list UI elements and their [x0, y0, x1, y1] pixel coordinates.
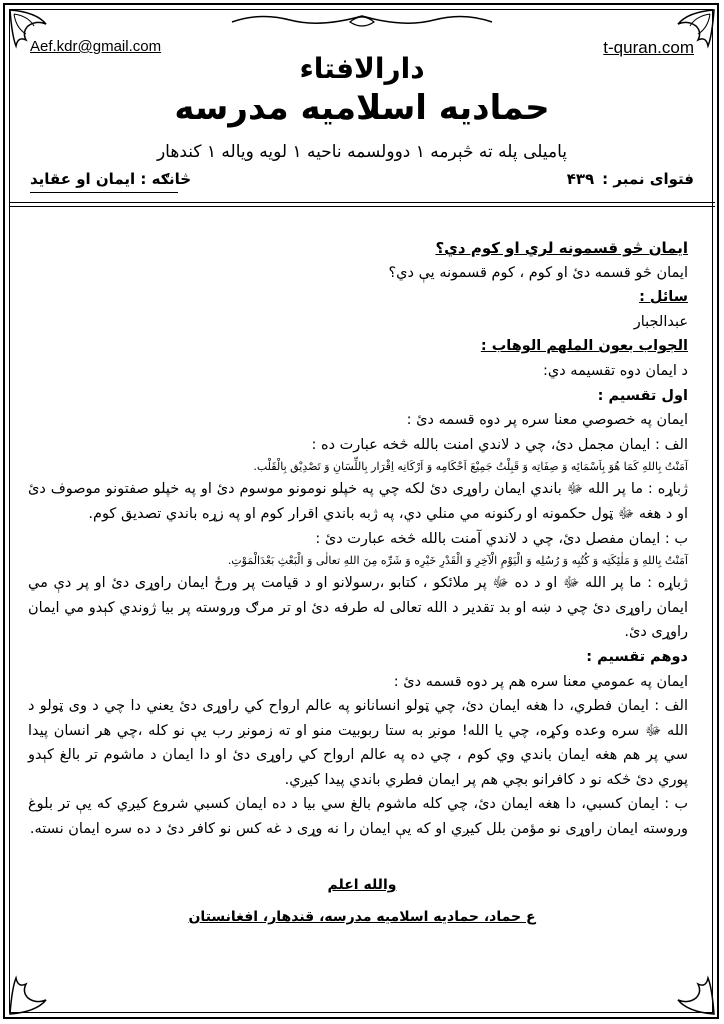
category	[30, 170, 191, 188]
answer-paragraph: الف : ایمان مجمل دئ، چي د لاندي امنت بالله څخه عبارت ده :	[311, 436, 688, 453]
answer-paragraph: د ایمان دوه تقسیمه دي:	[543, 362, 688, 379]
fatwa-number	[567, 170, 694, 188]
answer-paragraph: ژباړه : ما پر الله ﷻ باندي ایمان راوړی دئ لکه چي په خپلو نومونو موسوم دئ او په خپلو صفتونو موصوف دئ او د هغه ﷻ ټول حکمونه او رکنونه مي منلي دي، په ژبه باندي اقرار کوم او په زړه باندي تصدیق کوم.	[28, 481, 688, 522]
signature: ع حماد، حمادیه اسلامیه مدرسه، قندهار، افغانستان	[188, 909, 536, 925]
corner-ornament-icon	[6, 958, 66, 1018]
header-divider	[9, 202, 715, 203]
question-title: ایمان څو قسمونه لري او کوم دي؟	[435, 239, 688, 257]
category-value: ایمان او عقاید	[30, 170, 136, 188]
section-heading: اول تقسیم :	[597, 387, 688, 404]
category-underline	[30, 192, 178, 193]
closing-block	[0, 877, 724, 925]
answer-paragraph: ژباړه : ما پر الله ﷻ او د ده ﷻ پر ملائکو ، کتابو ،رسولانو او د قیامت پر ورځ ایمان راوړی دئ او پر دې مي ایمان راوړی دئ چي د ښه او بد تقدیر د الله تعالی له طرفه دئ او تر مرګ وروسته پر بیا ژوندي کېدو مي ایمان راوړی دئ.	[28, 575, 688, 641]
email-address[interactable]: Aef.kdr@gmail.com	[30, 38, 162, 55]
answer-paragraph: الف : ایمان فطري، دا هغه ایمان دئ، چي ټولو انسانانو په عالم ارواح کي راوړی دئ یعني دا چي د وی ټولو د الله ﷻ سره وعده وکړه، چي یا الله! مونږ به ستا ربوبیت منو او ته زمونږ رب یې نو کله ،چي هر انسان پیدا سي پر هم هغه ایمان باندي وي کوم ، چي ده په عالم ارواح کي راوړی دئ او دا ایمان د ماشوم تر بالغ کېدو پوري دئ څکه نو د کافرانو بچي هم پر ایمان فطري باندي پیدا کیږي.	[28, 698, 688, 788]
category-label: څانګه :	[140, 170, 192, 188]
answer-heading: الجواب بعون الملهم الوهاب :	[480, 338, 688, 355]
website-link[interactable]: t-quran.com	[603, 38, 694, 57]
answer-paragraph: ب : ایمان مفصل دئ، چي د لاندي آمنت بالله څخه عبارت دئ :	[315, 530, 688, 547]
section-heading: دوهم تقسیم :	[586, 648, 688, 665]
fatwa-body	[28, 236, 688, 842]
asker-label: سائل :	[639, 289, 688, 306]
fatwa-number-label: فتوای نمبر :	[602, 170, 694, 188]
corner-ornament-icon	[658, 958, 718, 1018]
arabic-creed: آمَنْتُ بِاللهِ کَمَا هُوَ بِاَسْمَائِه وَ صِفَاتِه وَ قَبِلْتُ جَمِیْعَ اَحْکَامِه وَ اَرْکَانِه اِقْرَار بِاللِّسَانِ وَ تَصْدِیْق بِالْقَلْب.	[253, 460, 688, 474]
arabic-creed: آمَنْتُ بِاللهِ وَ مَلٰئِکَتِه وَ کُتُبِه وَ رُسُلِه وَ الْیَوْمِ الْآخِرِ وَ الْقَدْرِ خَیْرِه وَ شَرِّه مِنَ اللهِ تعالٰی وَ الْبَعْثِ بَعْدَالْمَوْتِ.	[227, 554, 688, 568]
asker-name: عبدالجبار	[633, 313, 688, 330]
answer-paragraph: ایمان په خصوصي معنا سره پر دوه قسمه دئ :	[406, 412, 688, 429]
fatwa-number-value: ۴۳۹	[566, 170, 595, 188]
address-line: پامیلی پله ته څېرمه ۱ دوولسمه ناحیه ۱ لویه ویاله ۱ کندهار	[156, 142, 568, 162]
answer-paragraph: ب : ایمان کسبي، دا هغه ایمان دئ، چي کله ماشوم بالغ سي بیا د ده ایمان کسبي شروع کیږي که یې تر بلوغ وروسته ایمان راوړی نو مؤمن بلل کیږي او که یې ایمان را نه وړی د غه کس نو کافر دئ د ده سره ایمان نسته.	[28, 796, 688, 838]
madrasa-title: حمادیه اسلامیه مدرسه	[174, 88, 550, 128]
header-scroll-ornament-icon	[230, 10, 494, 32]
answer-paragraph: ایمان په عمومي معنا سره هم پر دوه قسمه دئ :	[393, 673, 688, 690]
dar-ul-ifta-title: دارالافتاء	[299, 52, 425, 85]
question-text: ایمان څو قسمه دئ او کوم ، کوم قسمونه یې دي؟	[388, 264, 688, 281]
closing-phrase: والله اعلم	[327, 877, 397, 893]
header-divider	[9, 206, 715, 207]
